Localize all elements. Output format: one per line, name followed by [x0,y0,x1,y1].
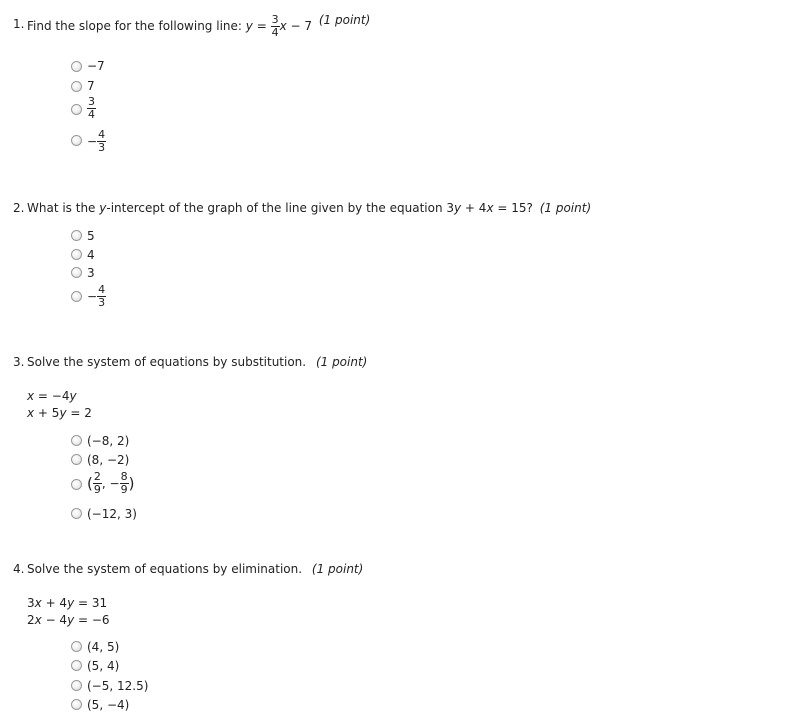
radio-button[interactable] [71,680,82,691]
radio-button[interactable] [71,699,82,710]
question-number: 1. [13,17,25,31]
radio-button[interactable] [71,267,82,278]
radio-button[interactable] [71,508,82,519]
equation-line: 3x + 4y = 31 [27,596,108,610]
option-label: (4, 5) [87,640,120,654]
equation-var: y [245,19,253,33]
option-label: (−12, 3) [87,507,137,521]
option-label: 5 [87,229,95,243]
points-label: (1 point) [315,355,368,369]
equation-var: x [279,19,287,33]
radio-button[interactable] [71,454,82,465]
option-label: ( $\frac{2}{9}$ , − $\frac{8}{9}$ ) [87,470,135,496]
question-prompt: Find the slope for the following line: [27,19,242,33]
question-number: 3. [13,355,25,369]
equation-rest: − 7 [290,19,313,33]
question-text [27,14,370,39]
option-label: −7 [87,59,105,73]
radio-button[interactable] [71,291,82,302]
radio-button[interactable] [71,230,82,241]
equation-line: 2x − 4y = −6 [27,613,110,627]
radio-button[interactable] [71,135,82,146]
option-label: (−5, 12.5) [87,679,149,693]
equation-line: x + 5y = 2 [27,406,92,420]
points-label: (1 point) [539,201,592,215]
option-label: 4 [87,248,95,262]
option-label: (−8, 2) [87,434,130,448]
option-label: (5, 4) [87,659,120,673]
radio-button[interactable] [71,61,82,72]
radio-button[interactable] [71,479,82,490]
option-label: 3 [87,266,95,280]
question-number: 2. [13,201,25,215]
option-label: (5, −4) [87,698,130,712]
equation-sign: = [256,19,267,33]
radio-button[interactable] [71,641,82,652]
option-label: − $\frac{4}{3}$ [87,128,106,154]
option-label: $\frac{3}{4}$ [88,95,95,121]
radio-button[interactable] [71,81,82,92]
question-text: What is the y-intercept of the graph of the line given by the equation 3y + 4x = 15? (1 point) [27,201,592,215]
radio-button[interactable] [71,660,82,671]
option-label: (8, −2) [87,453,130,467]
option-label: 7 [87,79,95,93]
question-text: Solve the system of equations by substitution. (1 point) [27,355,368,369]
radio-button[interactable] [71,249,82,260]
radio-button[interactable] [71,435,82,446]
option-label: − $\frac{4}{3}$ [87,283,106,309]
equation-line: x = −4y [27,389,77,403]
question-number: 4. [13,562,25,576]
points-label: (1 point) [318,13,371,27]
equation-fraction: $\frac{3}{4}$ [271,13,279,39]
points-label: (1 point) [311,562,364,576]
radio-button[interactable] [71,104,82,115]
question-text: Solve the system of equations by elimination. (1 point) [27,562,364,576]
